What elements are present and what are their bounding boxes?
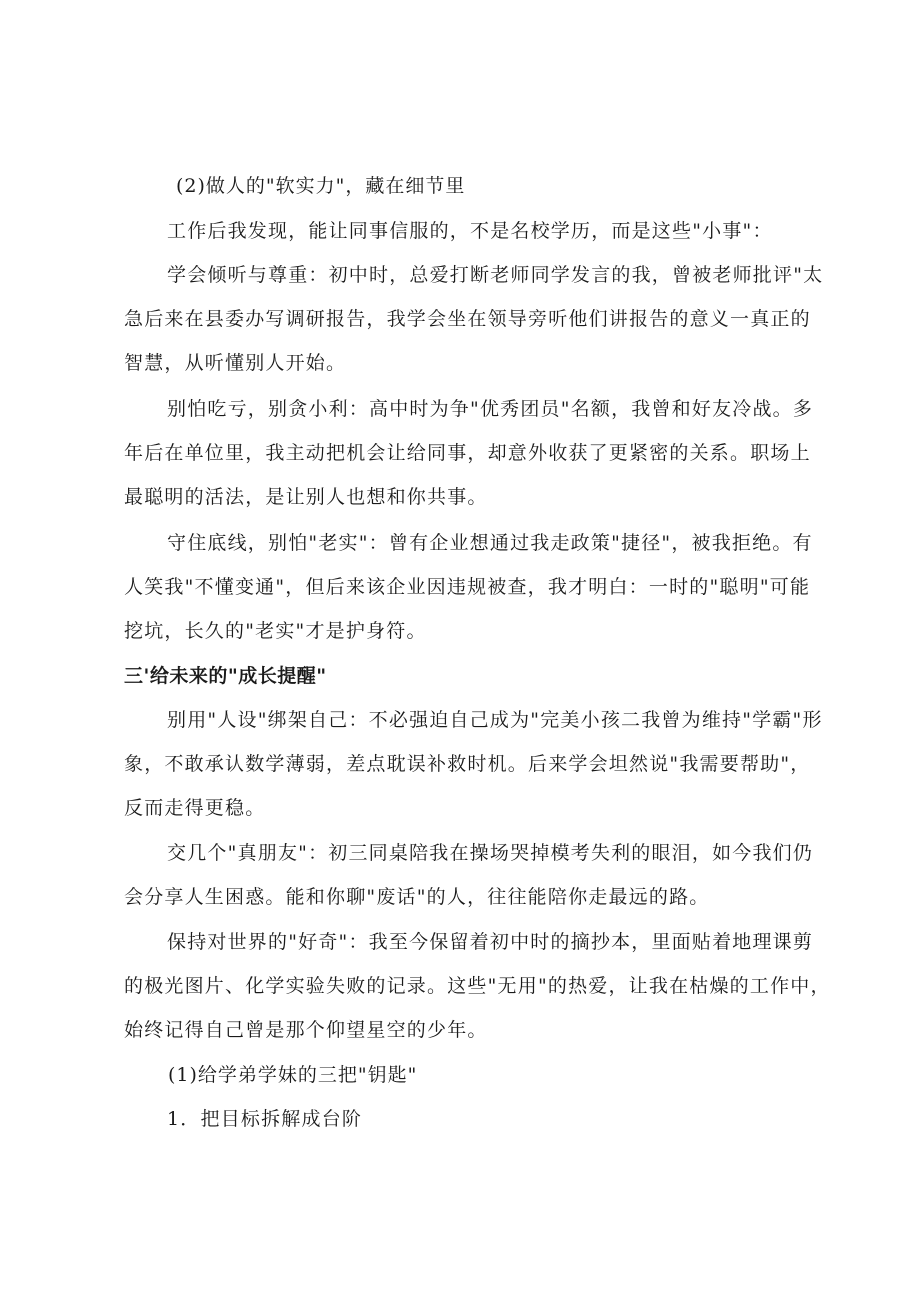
paragraph-line: 保持对世界的"好奇"：我至今保留着初中时的摘抄本，里面贴着地理课剪	[167, 931, 814, 953]
paragraph-line: 智慧，从听懂别人开始。	[124, 352, 347, 374]
paragraph-line: 守住底线，别怕"老实"：曾有企业想通过我走政策"捷径"，被我拒绝。有	[167, 532, 813, 554]
paragraph-line: 挖坑，长久的"老实"才是护身符。	[124, 620, 427, 642]
paragraph-line: 反而走得更稳。	[124, 797, 266, 819]
paragraph-line: 的极光图片、化学实验失败的记录。这些"无用"的热爱，让我在枯燥的工作中，	[124, 975, 831, 997]
paragraph-line: 会分享人生困惑。能和你聊"废话"的人，往往能陪你走最远的路。	[124, 886, 710, 908]
paragraph-line: 始终记得自己曾是那个仰望星空的少年。	[124, 1019, 488, 1041]
paragraph-line: 最聪明的活法，是让别人也想和你共事。	[124, 486, 488, 508]
subheading-three-keys: (1)给学弟学妹的三把"钥匙"	[168, 1064, 418, 1086]
paragraph-line: 别用"人设"绑架自己：不必强迫自己成为"完美小孩二我曾为维持"学霸"形	[167, 709, 823, 731]
paragraph-line: 急后来在县委办写调研报告，我学会坐在领导旁听他们讲报告的意义一真正的	[124, 308, 811, 330]
paragraph-line: 人笑我"不懂变通"，但后来该企业因违规被查，我才明白：一时的"聪明"可能	[124, 576, 811, 598]
section-heading-growth-reminders: 三'给未来的"成长提醒"	[124, 665, 327, 687]
paragraph-line: 学会倾听与尊重：初中时，总爱打断老师同学发言的我，曾被老师批评"太	[167, 264, 824, 286]
list-item: 1．把目标拆解成台阶	[167, 1108, 363, 1130]
paragraph-line: 象，不敢承认数学薄弱，差点耽误补救时机。后来学会坦然说"我需要帮助"，	[124, 753, 811, 775]
paragraph-line: 别怕吃亏，别贪小利：高中时为争"优秀团员"名额，我曾和好友冷战。多	[167, 398, 814, 420]
paragraph-line: 年后在单位里，我主动把机会让给同事，却意外收获了更紧密的关系。职场上	[124, 442, 811, 464]
subheading-soft-power: (2)做人的"软实力"，藏在细节里	[176, 175, 466, 197]
paragraph-line: 工作后我发现，能让同事信服的，不是名校学历，而是这些"小事"：	[167, 220, 773, 242]
paragraph-line: 交几个"真朋友"：初三同桌陪我在操场哭掉模考失利的眼泪，如今我们仍	[167, 842, 814, 864]
